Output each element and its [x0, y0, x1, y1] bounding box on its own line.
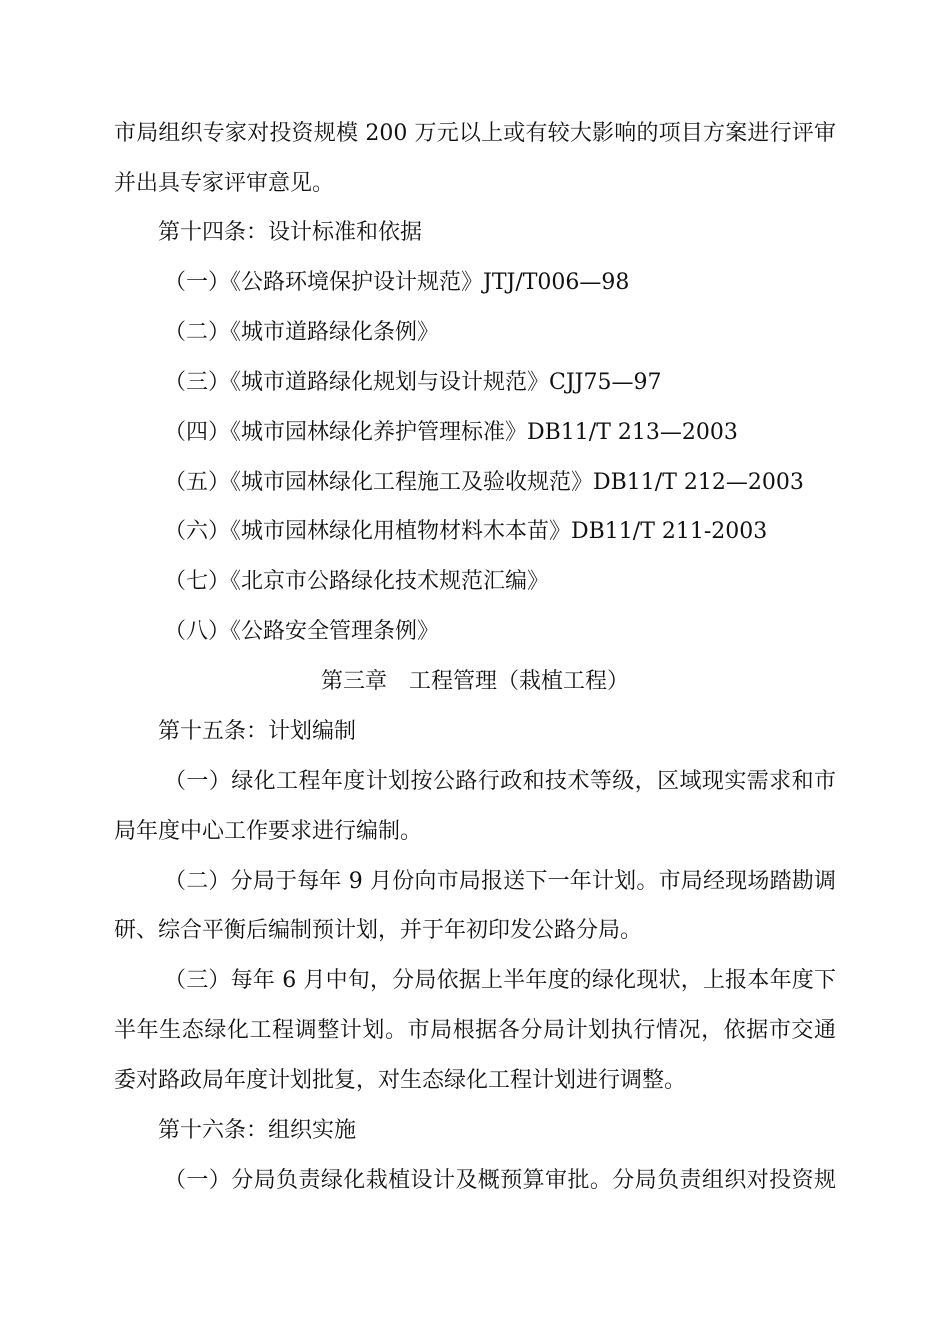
paragraph-line: 半年生态绿化工程调整计划。市局根据各分局计划执行情况，依据市交通 — [114, 1018, 836, 1043]
paragraph-line: （二）分局于每年 9 月份向市局报送下一年计划。市局经现场踏勘调 — [164, 869, 836, 894]
list-item: （七）《北京市公路绿化技术规范汇编》 — [164, 569, 550, 594]
paragraph-line: （一）绿化工程年度计划按公路行政和技术等级，区域现实需求和市 — [164, 769, 836, 794]
chapter-heading: 第三章 工程管理（栽植工程） — [320, 669, 629, 694]
paragraph-line: 委对路政局年度计划批复，对生态绿化工程计划进行调整。 — [114, 1068, 687, 1093]
paragraph-line: 市局组织专家对投资规模 200 万元以上或有较大影响的项目方案进行评审 — [114, 121, 836, 146]
paragraph-line: （三）每年 6 月中旬，分局依据上半年度的绿化现状，上报本年度下 — [164, 968, 836, 993]
paragraph-line: 并出具专家评审意见。 — [114, 171, 335, 196]
list-item: （三）《城市道路绿化规划与设计规范》CJJ75—97 — [164, 370, 662, 395]
list-item: （八）《公路安全管理条例》 — [164, 619, 440, 644]
paragraph-line: 局年度中心工作要求进行编制。 — [114, 819, 423, 844]
paragraph-line: （一）分局负责绿化栽植设计及概预算审批。分局负责组织对投资规 — [164, 1168, 836, 1193]
list-item: （一）《公路环境保护设计规范》JTJ/T006—98 — [164, 270, 630, 295]
article-heading: 第十五条：计划编制 — [158, 719, 357, 744]
article-heading: 第十四条：设计标准和依据 — [158, 220, 423, 245]
list-item: （五）《城市园林绿化工程施工及验收规范》DB11/T 212—2003 — [164, 470, 804, 495]
list-item: （六）《城市园林绿化用植物材料木本苗》DB11/T 211-2003 — [164, 519, 768, 544]
list-item: （二）《城市道路绿化条例》 — [164, 320, 440, 345]
paragraph-line: 研、综合平衡后编制预计划，并于年初印发公路分局。 — [114, 918, 643, 943]
article-heading: 第十六条：组织实施 — [158, 1118, 357, 1143]
list-item: （四）《城市园林绿化养护管理标准》DB11/T 213—2003 — [164, 420, 738, 445]
